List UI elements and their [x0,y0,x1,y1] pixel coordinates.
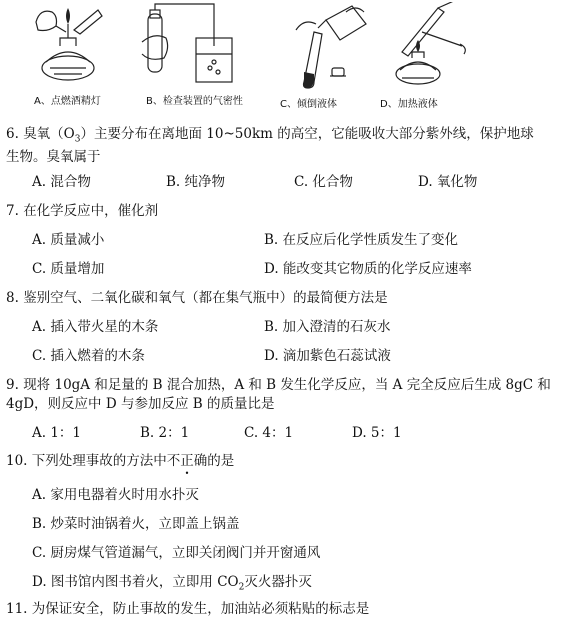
question-stem: 鉴别空气、二氧化碳和氧气（都在集气瓶中）的最简便方法是 [23,290,388,306]
figure-d-caption: D、加热液体 [380,99,438,110]
option-8d[interactable]: D. 滴加紫色石蕊试液 [264,348,391,364]
question-number: 7. [6,203,19,219]
option-7c[interactable]: C. 质量增加 [32,261,105,277]
question-11-stem [6,597,369,617]
option-6a[interactable]: A. 混合物 [32,174,91,190]
question-number: 10. [6,453,28,469]
option-10a[interactable]: A. 家用电器着火时用水扑灭 [32,487,199,503]
option-9b[interactable]: B. 2：1 [140,425,190,441]
figure-a-illustration [28,2,108,90]
figure-d-illustration [382,2,472,90]
subscript: 2 [238,582,245,593]
figure-b-illustration [140,2,240,90]
question-stem: 为保证安全，防止事故的发生，加油站必须粘贴的标志是 [31,601,370,617]
question-number: 8. [6,290,19,306]
option-6b[interactable]: B. 纯净物 [166,174,226,190]
option-7b[interactable]: B. 在反应后化学性质发生了变化 [264,232,459,248]
option-10c[interactable]: C. 厨房煤气管道漏气，立即关闭阀门并开窗通风 [32,545,321,561]
figure-b-caption: B、检查装置的气密性 [146,96,243,107]
option-10d-text: D. 图书馆内图书着火，立即用 CO [32,574,239,590]
option-10d[interactable] [32,570,312,593]
question-6-line1 [6,122,534,145]
subscript: 3 [74,134,81,145]
question-9-line2: 4gD，则反应中 D 与参加反应 B 的质量比是 [6,396,275,412]
option-7a[interactable]: A. 质量减小 [32,232,105,248]
figure-strip [0,0,564,112]
question-7-stem [6,199,158,219]
option-9c[interactable]: C. 4：1 [244,425,294,441]
figure-c-illustration [286,2,370,90]
option-7d[interactable]: D. 能改变其它物质的化学反应速率 [264,261,472,277]
question-9-line1 [6,373,551,393]
question-number: 9. [6,377,19,393]
question-number: 11. [6,601,28,617]
option-10b[interactable]: B. 炒菜时油锅着火，立即盖上锅盖 [32,516,240,532]
option-8c[interactable]: C. 插入燃着的木条 [32,348,145,364]
option-9d[interactable]: D. 5：1 [352,425,402,441]
emphasis-not-correct: 不正确 [166,453,208,469]
question-6-line2: 生物。臭氧属于 [6,149,101,165]
option-8a[interactable]: A. 插入带火星的木条 [32,319,159,335]
option-6c[interactable]: C. 化合物 [294,174,353,190]
option-9a[interactable]: A. 1：1 [32,425,82,441]
question-stem-cont: ）主要分布在离地面 10~50km 的高空，它能吸收大部分紫外线，保护地球 [80,126,534,142]
question-stem-end: 的是 [207,453,235,469]
option-8b[interactable]: B. 加入澄清的石灰水 [264,319,391,335]
option-10d-text-end: 灭火器扑灭 [244,574,312,590]
question-stem: 下列处理事故的方法中 [31,453,167,469]
question-10-stem [6,449,234,469]
figure-c-caption: C、倾倒液体 [280,99,337,110]
question-8-stem [6,286,388,306]
question-number: 6. [6,126,19,142]
question-stem: 现将 10gA 和足量的 B 混合加热，A 和 B 发生化学反应，当 A 完全反应后生成 8gC 和 [23,377,551,393]
question-stem: 在化学反应中，催化剂 [23,203,159,219]
figure-a-caption: A、点燃酒精灯 [34,96,101,107]
question-stem: 臭氧（O [23,126,75,142]
option-6d[interactable]: D. 氧化物 [418,174,478,190]
